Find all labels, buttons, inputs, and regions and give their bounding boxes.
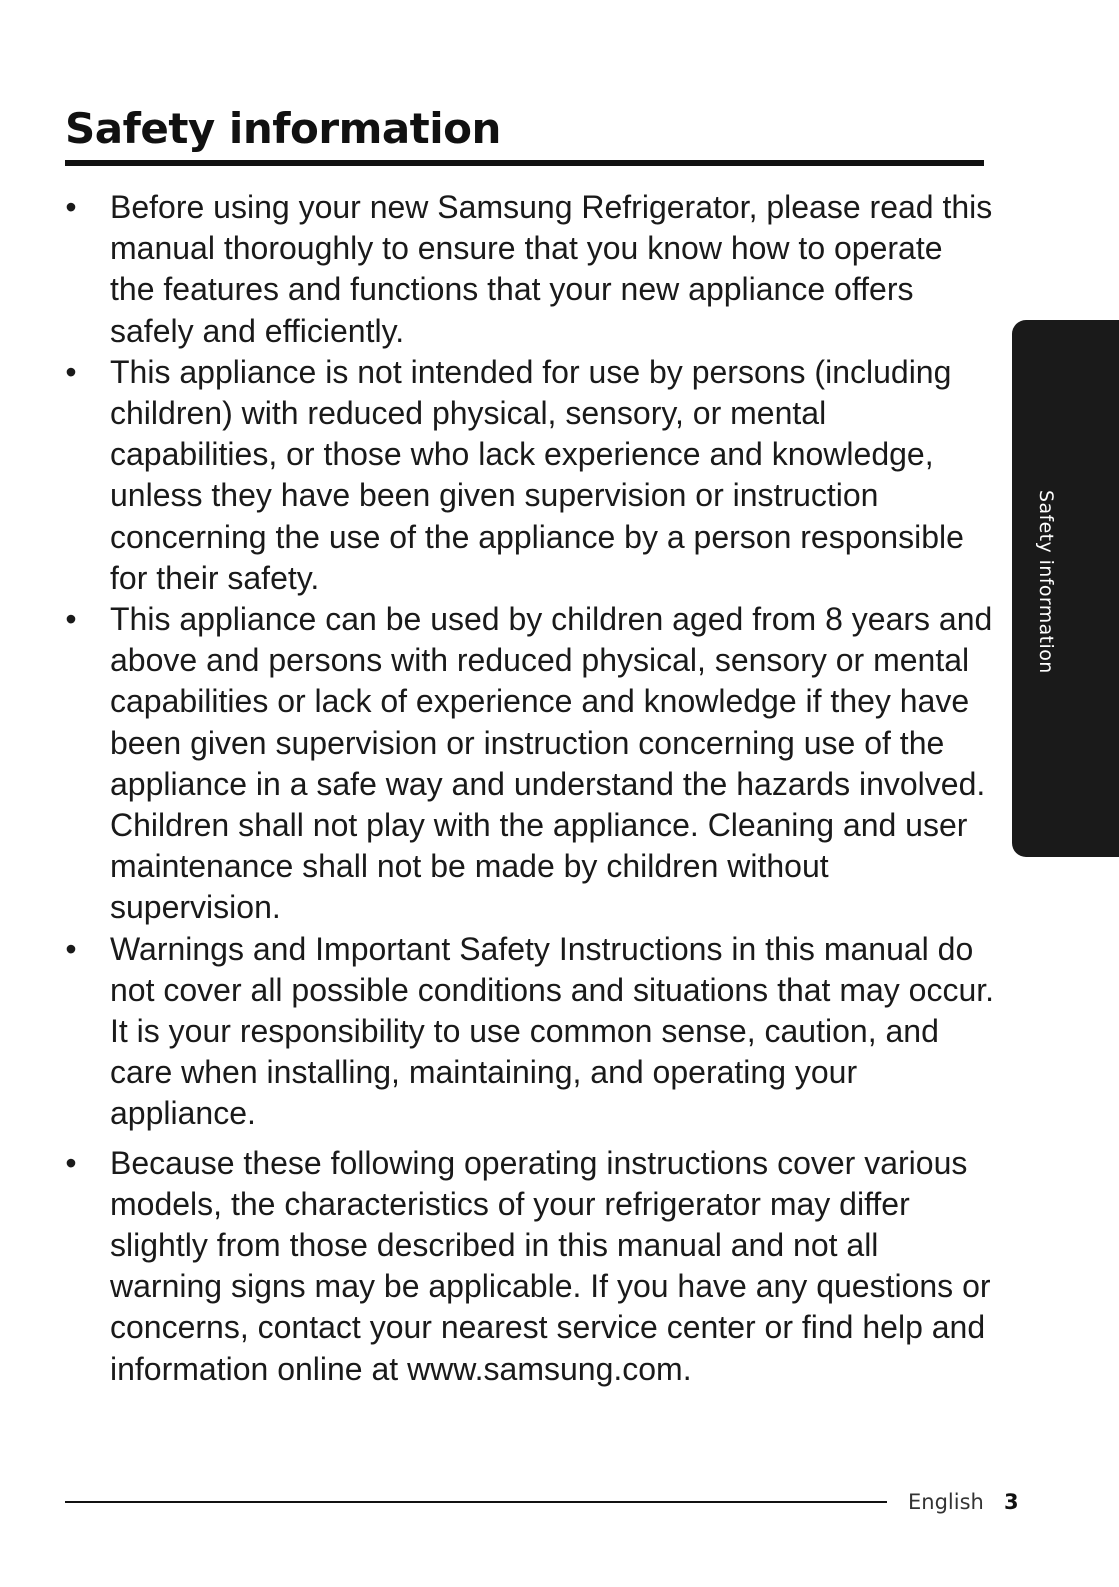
bullet-text: Before using your new Samsung Refrigerator, please read this manual thoroughly to ensure that you know how to operate the features and functions that your new appliance offers safely and efficiently.: [110, 189, 993, 349]
bullet-item-warnings: [65, 929, 995, 1135]
bullet-text: Warnings and Important Safety Instructions in this manual do not cover all possible conditions and situations that may occur.: [110, 930, 995, 1008]
bullet-icon: •: [65, 1144, 77, 1181]
page-title: Safety information: [65, 104, 501, 153]
bullet-text: This appliance can be used by children aged from 8 years and above and persons with reduced physical, sensory or mental capabilities or lack of experience and knowledge if they have been given supervision or instruction concerning use of the appliance in a safe way and understand the hazards involved. Children shall not play with the appliance. Cleaning and user maintenance shall not be made by children without supervision.: [110, 601, 993, 926]
bullet-icon: •: [65, 189, 77, 225]
bullet-text: This appliance is not intended for use by persons (including children) with reduced physical, sensory, or mental capabilities, or those who lack experience and knowledge, unless they have been given supervision or instruction concerning the use of the appliance by a person responsible for their safety.: [110, 353, 964, 596]
bullet-item-manual: [65, 187, 995, 352]
bullet-item-children: [65, 599, 995, 929]
bullet-extra-text: It is your responsibility to use common sense, caution, and care when installing, maintaining, and operating your appliance.: [110, 1013, 939, 1132]
title-rule: [65, 160, 984, 166]
bullet-icon: •: [65, 601, 77, 638]
side-section-tab-label: Safety information: [1035, 490, 1057, 674]
safety-bullet-list: [65, 187, 995, 1390]
side-section-tab: [1012, 320, 1119, 857]
bullet-text: Because these following operating instructions cover various models, the characteristics of your refrigerator may differ slightly from those described in this manual and not all warning signs may be applicable. If you have any questions or concerns, contact your nearest service center or find help and information online at www.samsung.com.: [110, 1144, 991, 1387]
bullet-item-models: [65, 1143, 995, 1390]
footer-rule: [65, 1501, 887, 1503]
footer-page-number: 3: [1004, 1490, 1019, 1514]
bullet-item-not-intended: [65, 352, 995, 599]
footer-language: English: [908, 1490, 984, 1514]
bullet-icon: •: [65, 930, 77, 967]
bullet-icon: •: [65, 353, 77, 390]
